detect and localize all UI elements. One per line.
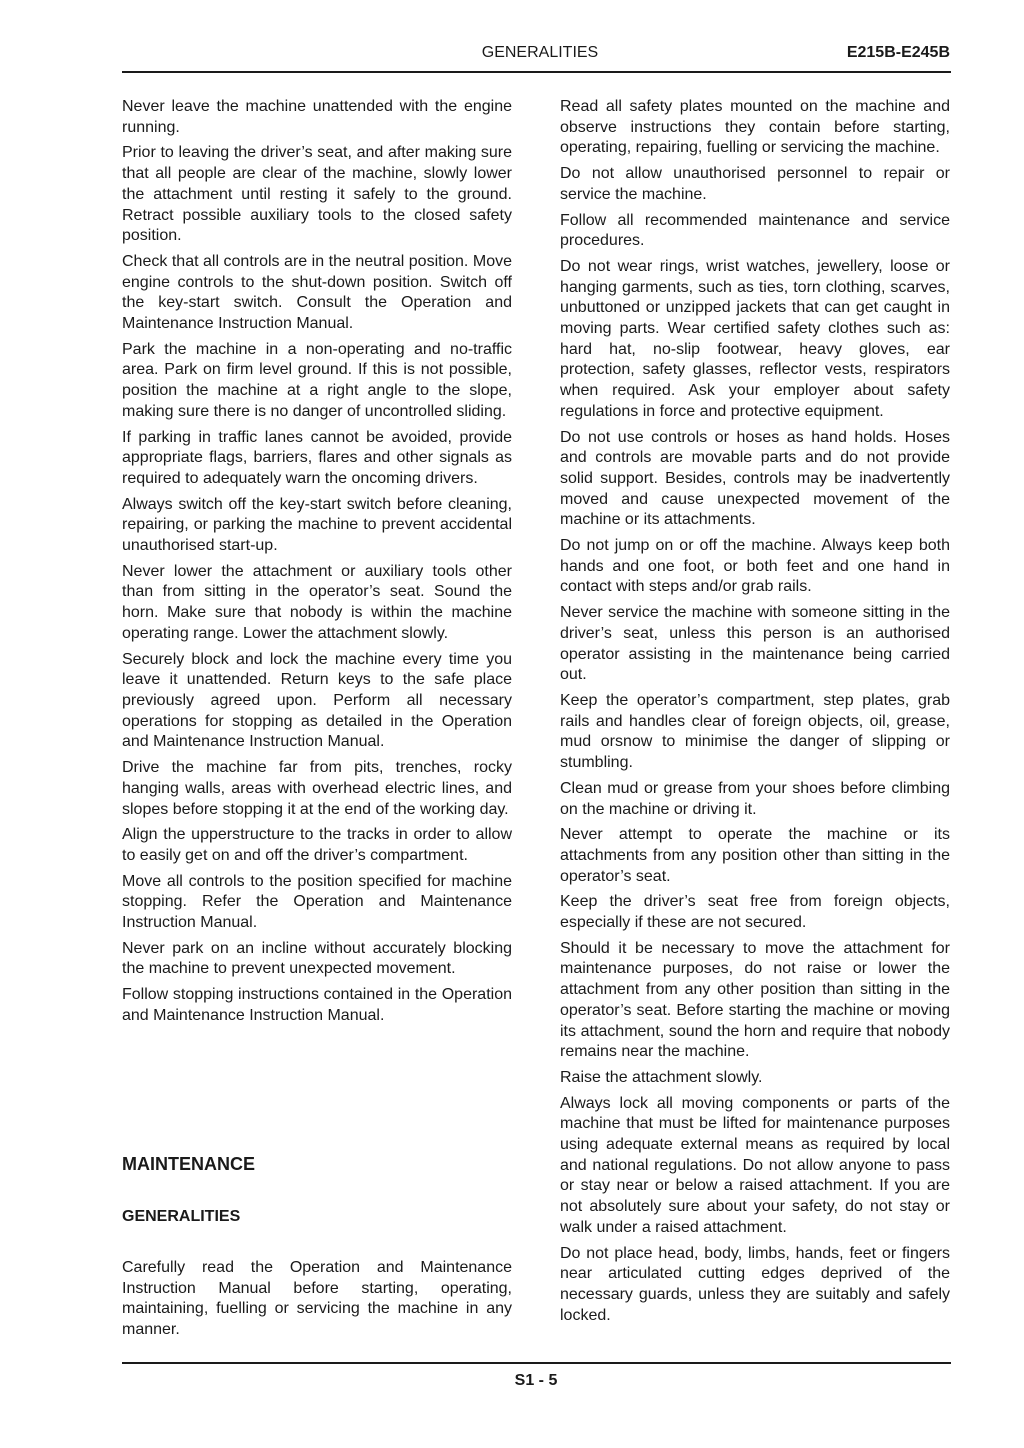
paragraph: Keep the driver’s seat free from foreign objects, especially if these are not secured. <box>560 893 950 932</box>
paragraph: Should it be necessary to move the attachment for maintenance purposes, do not raise or lower the attachment from any other position than sitting in the operator’s seat. Before starting the machine or moving its attachment, sound the horn and require that nobody remains near the machine. <box>560 939 950 1061</box>
paragraph: Never service the machine with someone sitting in the driver’s seat, unless this person is an authorised operator assisting in the maintenance being carried out. <box>560 604 950 684</box>
paragraph: Never lower the attachment or auxiliary tools other than from sitting in the operator’s seat. Sound the horn. Make sure that nobody is within the machine operating range. Lower the attachment slowly. <box>122 562 512 642</box>
footer-divider <box>122 1362 951 1364</box>
paragraph: Securely block and lock the machine every time you leave it unattended. Return keys to the safe place previously agreed upon. Perform all necessary operations for stopping as detailed in the Operation and Maintenance Instruction Manual. <box>122 650 512 751</box>
subsection-heading-generalities: GENERALITIES <box>122 1208 241 1225</box>
paragraph: Read all safety plates mounted on the machine and observe instructions they contain before starting, operating, repairing, fuelling or servicing the machine. <box>560 98 950 157</box>
page-number: S1 - 5 <box>514 1372 558 1389</box>
paragraph: Never attempt to operate the machine or its attachments from any position other than sitting in the operator’s seat. <box>560 826 950 885</box>
paragraph: Do not place head, body, limbs, hands, feet or fingers near articulated cutting edges deprived of the necessary guards, unless they are suitably and safely locked. <box>560 1244 950 1324</box>
paragraph: Keep the operator’s compartment, step plates, grab rails and handles clear of foreign objects, oil, grease, mud orsnow to minimise the danger of slipping or stumbling. <box>560 691 950 772</box>
paragraph: Never leave the machine unattended with the engine running. <box>122 98 512 136</box>
header-title: GENERALITIES <box>481 44 599 61</box>
paragraph: Always lock all moving components or parts of the machine that must be lifted for maintenance purposes using adequate external means as required by local and national regulations. Do not allow anyone to pass or stay near or below a raised attachment. If you are not absolutely sure about your safety, do not stay or walk under a raised attachment. <box>560 1094 950 1236</box>
paragraph: Raise the attachment slowly. <box>560 1068 763 1086</box>
paragraph: Drive the machine far from pits, trenches, rocky hanging walls, areas with overhead electric lines, and slopes before stopping it at the end of the working day. <box>122 759 512 818</box>
maintenance-intro-paragraph: Carefully read the Operation and Maintenance Instruction Manual before starting, operating, maintaining, fuelling or servicing the machine in any manner. <box>122 1259 512 1339</box>
header-divider <box>122 71 951 73</box>
paragraph: Prior to leaving the driver’s seat, and after making sure that all people are clear of the machine, slowly lower the attachment until resting it safely to the ground. Retract possible auxiliary tools to the closed safety position. <box>122 144 512 245</box>
paragraph: Check that all controls are in the neutral position. Move engine controls to the shut-down position. Switch off the key-start switch. Consult the Operation and Maintenance Instruction Manual. <box>122 252 512 333</box>
paragraph: Do not jump on or off the machine. Always keep both hands and one foot, or both feet and one hand in contact with steps and/or grab rails. <box>560 537 950 596</box>
paragraph: Do not allow unauthorised personnel to repair or service the machine. <box>560 165 950 203</box>
paragraph: Park the machine in a non-operating and no-traffic area. Park on firm level ground. If this is not possible, position the machine at a right angle to the slope, making sure there is no danger of uncontrolled sliding. <box>122 340 512 420</box>
section-heading-maintenance: MAINTENANCE <box>122 1154 255 1174</box>
paragraph: Do not use controls or hoses as hand holds. Hoses and controls are movable parts and do not provide solid support. Besides, controls may be inadvertently moved and cause unexpected movement of the machine or its attachments. <box>560 428 950 529</box>
right-column <box>560 97 950 1331</box>
paragraph: Clean mud or grease from your shoes before climbing on the machine or driving it. <box>560 779 950 818</box>
paragraph: Move all controls to the position specified for machine stopping. Refer the Operation and Maintenance Instruction Manual. <box>122 872 512 932</box>
header-model: E215B-E245B <box>846 44 950 61</box>
left-column <box>122 97 512 1032</box>
paragraph: Always switch off the key-start switch before cleaning, repairing, or parking the machine to prevent accidental unauthorised start-up. <box>122 495 512 555</box>
paragraph: Follow all recommended maintenance and service procedures. <box>560 211 950 250</box>
paragraph: Align the upperstructure to the tracks in order to allow to easily get on and off the driver’s compartment. <box>122 826 512 864</box>
paragraph: Never park on an incline without accurately blocking the machine to prevent unexpected movement. <box>122 939 512 978</box>
paragraph: Follow stopping instructions contained in the Operation and Maintenance Instruction Manual. <box>122 986 512 1024</box>
paragraph: Do not wear rings, wrist watches, jewellery, loose or hanging garments, such as ties, torn clothing, scarves, unbuttoned or unzipped jackets that can get caught in moving parts. Wear certified safety clothes such as: hard hat, no-slip footwear, heavy gloves, ear protection, safety glasses, reflector vests, respirators when required. Ask your employer about safety regulations in force and protective equipment. <box>560 257 950 420</box>
paragraph: If parking in traffic lanes cannot be avoided, provide appropriate flags, barriers, flares and other signals as required to adequately warn the oncoming drivers. <box>122 428 512 487</box>
